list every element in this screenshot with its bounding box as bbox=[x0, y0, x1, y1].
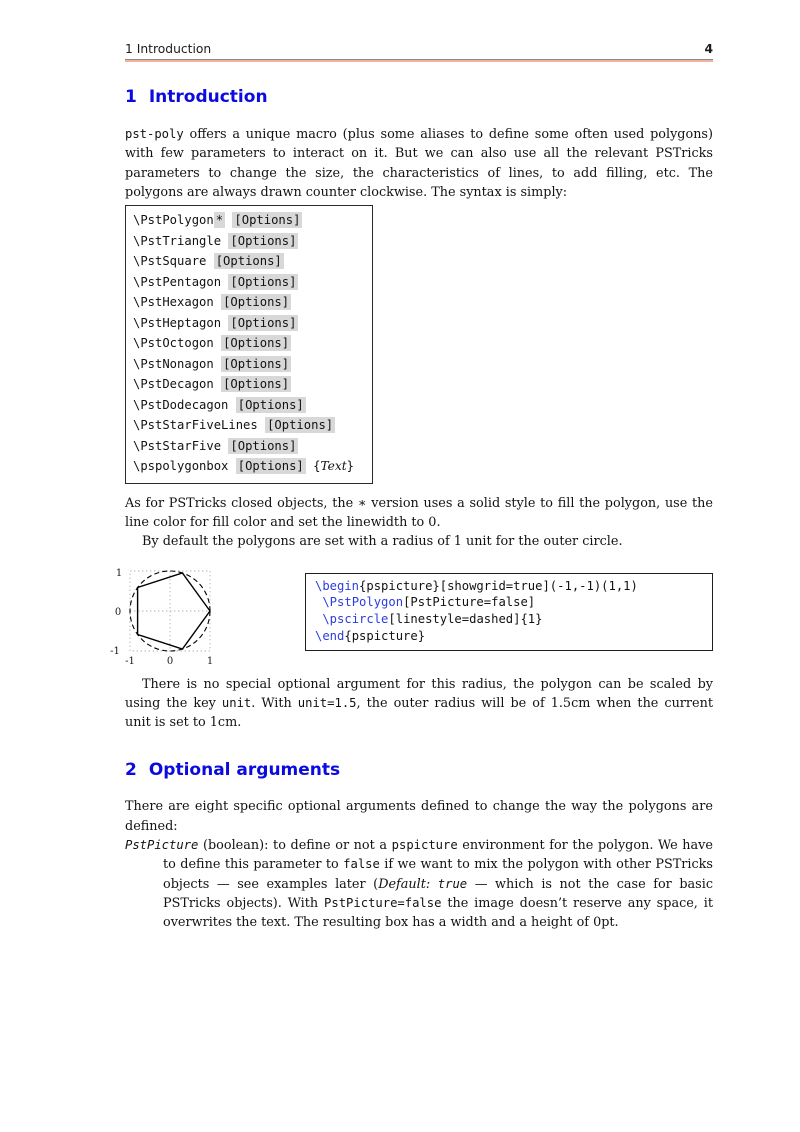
text-run: offers a unique macro (plus some aliases to define some often used polygons) with few parameters to interact on it. But we can also use all the relevant PSTricks parameters to change the size, the characteristics of lines, to add filling, etc. The polygons are always drawn counter clockwise. The syntax is simply: bbox=[125, 127, 713, 200]
text-run: [Options] bbox=[230, 233, 297, 248]
text-run: \PstOctogon bbox=[133, 336, 222, 351]
section-number: 1 bbox=[125, 87, 137, 107]
text-run: \PstHeptagon bbox=[133, 315, 229, 330]
header-rule bbox=[125, 59, 713, 62]
text-run: PstPicture bbox=[125, 838, 199, 853]
text-run: \end bbox=[315, 628, 345, 643]
text-run: [Options] bbox=[267, 418, 334, 433]
text-run: There is no special optional argument for this radius, the polygon can be scaled by using the key bbox=[125, 676, 713, 711]
axis-label: 0 bbox=[166, 655, 174, 667]
section-title: Introduction bbox=[148, 87, 268, 107]
text-run: if we want to mix the polygon with other PSTricks objects — see examples later ( bbox=[163, 857, 713, 892]
text-run: \PstHexagon bbox=[133, 295, 222, 310]
page-header bbox=[125, 42, 713, 56]
text-run: Text bbox=[320, 459, 347, 474]
section-title: Optional arguments bbox=[148, 760, 341, 781]
axis-label: 1 bbox=[206, 655, 214, 667]
axis-label: -1 bbox=[110, 645, 120, 657]
code-line bbox=[315, 594, 703, 611]
pentagon-diagram bbox=[107, 561, 232, 669]
body-paragraph bbox=[125, 532, 713, 551]
text-run: . With bbox=[251, 695, 298, 711]
section-heading-introduction bbox=[125, 86, 713, 108]
text-run: \pscircle bbox=[322, 612, 389, 627]
code-line bbox=[133, 231, 365, 252]
example-figure-row bbox=[110, 561, 713, 673]
text-run: the image doesn’t reserve any space, it overwrites the text. The resulting box has a width and a height of 0pt. bbox=[163, 895, 713, 931]
text-run: [Options] bbox=[215, 254, 282, 269]
code-line bbox=[133, 210, 365, 231]
text-run: \PstDodecagon bbox=[133, 397, 236, 412]
text-run: {pspicture}[showgrid=true](-1,-1)(1,1) bbox=[359, 578, 638, 593]
text-run: \PstStarFiveLines bbox=[133, 418, 266, 433]
text-run: As for PSTricks closed objects, the ∗ version uses a solid style to fill the polygon, use the line color for fill color and set the linewidth to 0. bbox=[125, 495, 713, 530]
text-run: There are eight specific optional arguments defined to change the way the polygons are defined: bbox=[125, 799, 713, 834]
text-run: unit bbox=[221, 695, 252, 710]
text-run: * bbox=[215, 213, 224, 228]
text-run: { bbox=[305, 459, 321, 474]
text-run: {pspicture} bbox=[344, 628, 426, 643]
code-line bbox=[133, 354, 365, 375]
code-line bbox=[133, 292, 365, 313]
body-paragraph bbox=[125, 836, 713, 932]
text-run: \PstPentagon bbox=[133, 274, 229, 289]
axis-label: 1 bbox=[115, 567, 123, 579]
text-run: [Options] bbox=[230, 438, 297, 453]
text-run: [Options] bbox=[234, 213, 301, 228]
text-run: [Options] bbox=[223, 356, 290, 371]
body-paragraph bbox=[125, 797, 713, 836]
section-heading-optional-arguments bbox=[125, 759, 713, 781]
text-run: [Options] bbox=[237, 459, 304, 474]
text-run: \PstPolygon bbox=[133, 213, 214, 228]
text-run: \PstStarFive bbox=[133, 438, 229, 453]
code-line bbox=[133, 313, 365, 334]
text-run: } bbox=[346, 459, 354, 474]
code-line bbox=[315, 628, 703, 645]
text-run: — which is not the case for basic PSTricks objects). With bbox=[163, 876, 713, 911]
text-run: false bbox=[343, 857, 380, 872]
code-line bbox=[133, 251, 365, 272]
text-run: true bbox=[437, 876, 468, 891]
text-run: , the outer radius will be of 1.5cm when the current unit is set to 1cm. bbox=[125, 695, 714, 731]
code-line bbox=[133, 374, 365, 395]
code-line bbox=[133, 272, 365, 293]
text-run: \begin bbox=[315, 578, 360, 593]
text-run: environment for the polygon. We have to define this parameter to bbox=[163, 838, 713, 873]
axis-label: 0 bbox=[114, 606, 122, 618]
page-number: 4 bbox=[704, 42, 713, 56]
code-line bbox=[133, 436, 365, 457]
code-line bbox=[315, 578, 703, 595]
axis-label: -1 bbox=[125, 655, 135, 667]
text-run: Default: bbox=[378, 876, 431, 892]
body-paragraph bbox=[125, 125, 713, 202]
text-run: [PstPicture=false] bbox=[403, 595, 536, 610]
text-run: \pspolygonbox bbox=[133, 459, 236, 474]
code-line bbox=[133, 456, 365, 477]
text-run: \PstSquare bbox=[133, 254, 214, 269]
text-run: [Options] bbox=[223, 336, 290, 351]
text-run: unit=1.5 bbox=[297, 695, 357, 710]
text-run: [linestyle=dashed]{1} bbox=[388, 612, 543, 627]
text-run: By default the polygons are set with a radius of 1 unit for the outer circle. bbox=[142, 534, 623, 550]
text-run: pspicture bbox=[391, 838, 458, 853]
text-run bbox=[430, 877, 438, 892]
text-run: \PstDecagon bbox=[133, 377, 222, 392]
running-header-title: 1 Introduction bbox=[125, 42, 212, 56]
figure-code-box bbox=[305, 573, 713, 651]
text-run: PstPicture=false bbox=[324, 895, 442, 910]
syntax-listing-box bbox=[125, 205, 373, 484]
text-run: (boolean): to define or not a bbox=[198, 838, 392, 854]
polygon-figure bbox=[107, 561, 232, 673]
text-run: [Options] bbox=[223, 377, 290, 392]
code-line bbox=[133, 415, 365, 436]
text-run: \PstNonagon bbox=[133, 356, 222, 371]
text-run: [Options] bbox=[223, 295, 290, 310]
code-line bbox=[315, 611, 703, 628]
text-run: pst-poly bbox=[125, 127, 184, 141]
text-run: \PstTriangle bbox=[133, 233, 229, 248]
text-run: [Options] bbox=[230, 315, 297, 330]
text-run: \PstPolygon bbox=[322, 595, 404, 610]
body-paragraph bbox=[125, 494, 713, 533]
code-line bbox=[133, 333, 365, 354]
text-run: [Options] bbox=[230, 274, 297, 289]
body-paragraph bbox=[125, 675, 713, 733]
code-line bbox=[133, 395, 365, 416]
section-number: 2 bbox=[125, 760, 137, 781]
text-run: [Options] bbox=[237, 397, 304, 412]
